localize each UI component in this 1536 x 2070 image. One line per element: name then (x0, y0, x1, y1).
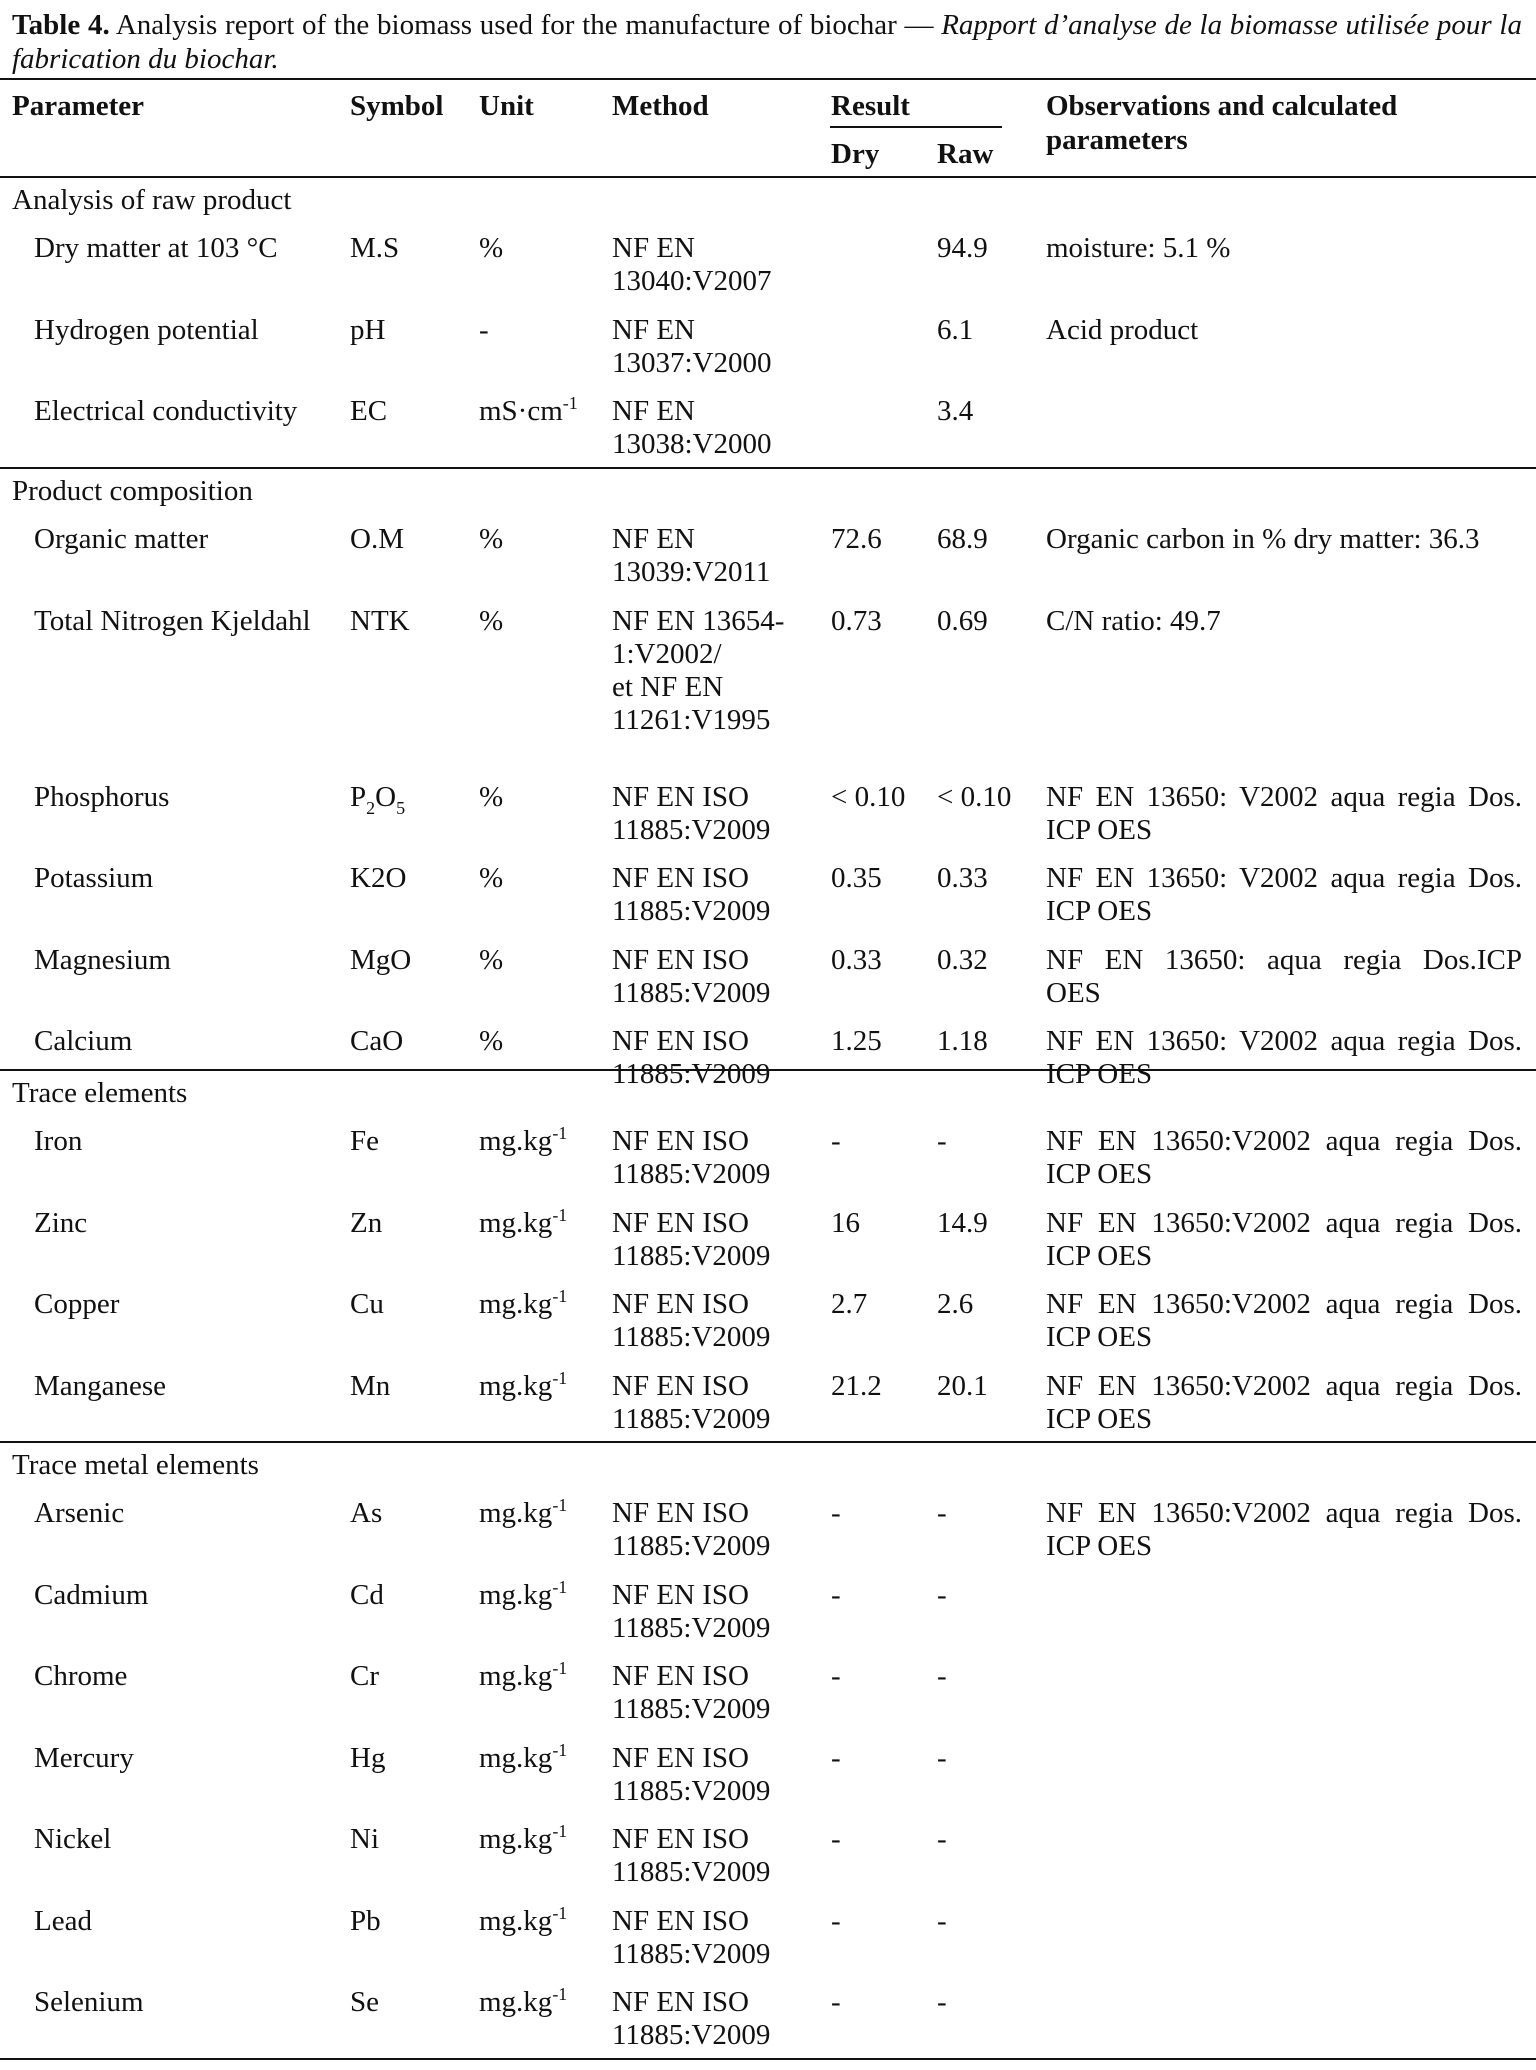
cell-observation-line: C/N ratio: 49.7 (1046, 604, 1221, 637)
cell-parameter: Mercury (34, 1741, 134, 1774)
section-title: Trace metal elements (12, 1449, 259, 1481)
cell-symbol: Cu (350, 1288, 384, 1320)
table-caption (12, 8, 1522, 76)
unit-base: mg.kg (479, 1660, 553, 1692)
cell-raw: - (937, 1986, 947, 2018)
cell-observation-line: NF EN 13650: V2002 aqua regia Dos. (1046, 862, 1522, 894)
cell-observation-line: NF EN 13650: V2002 aqua regia Dos. (1046, 780, 1522, 813)
cell-method-line: NF EN ISO (612, 1578, 749, 1611)
section-rule (0, 1441, 1536, 1443)
cell-observation-line: ICP OES (1046, 1530, 1153, 1562)
table-top-rule (0, 78, 1536, 80)
cell-raw: - (937, 1497, 947, 1529)
cell-symbol: M.S (350, 232, 400, 264)
cell-observation-line: ICP OES (1046, 1321, 1153, 1353)
cell-method-line: 11885:V2009 (612, 1158, 771, 1190)
cell-method-line: NF EN ISO (612, 1206, 749, 1239)
cell-symbol: K2O (350, 862, 407, 894)
cell-method-line: 11885:V2009 (612, 1402, 771, 1435)
section-title: Trace elements (12, 1077, 188, 1109)
cell-method-line: 11885:V2009 (612, 1693, 771, 1725)
cell-parameter: Copper (34, 1288, 120, 1320)
cell-unit (479, 1902, 568, 1938)
cell-observation-line: ICP OES (1046, 895, 1153, 927)
cell-method-line: 11885:V2009 (612, 1937, 771, 1970)
cell-symbol: Se (350, 1986, 379, 2018)
cell-observation-line: ICP OES (1046, 1158, 1153, 1190)
unit-base: mg.kg (479, 1288, 553, 1320)
cell-method-line: 13038:V2000 (612, 428, 772, 460)
cell-unit: % (479, 232, 504, 264)
caption-french: Rapport d’analyse de la biomasse utilisée pour la fabrication du biochar. (12, 9, 1522, 75)
cell-method-line: 11885:V2009 (612, 1530, 771, 1562)
cell-raw: - (937, 1904, 947, 1937)
cell-symbol: CaO (350, 1025, 404, 1057)
cell-observation-line: Organic carbon in % dry matter: 36.3 (1046, 523, 1480, 555)
table-bottom-rule (0, 2058, 1536, 2060)
cell-unit: % (479, 1025, 504, 1057)
cell-method-line: 11885:V2009 (612, 1321, 771, 1353)
cell-symbol: Mn (350, 1369, 391, 1402)
cell-method-line: 11885:V2009 (612, 976, 771, 1009)
cell-unit: % (479, 943, 504, 976)
cell-dry: - (831, 1125, 841, 1157)
cell-symbol: NTK (350, 604, 410, 637)
section-title: Product composition (12, 475, 253, 507)
cell-method-line: NF EN (612, 523, 695, 555)
unit-superscript: -1 (552, 1739, 568, 1760)
cell-method-line: NF EN 13654- (612, 604, 785, 637)
cell-unit (479, 1576, 568, 1612)
cell-parameter: Magnesium (34, 943, 171, 976)
cell-method-line: et NF EN (612, 670, 724, 703)
cell-method-line: NF EN ISO (612, 1125, 749, 1157)
cell-parameter: Calcium (34, 1025, 133, 1057)
cell-method-line: 13040:V2007 (612, 265, 772, 297)
cell-method-line: NF EN ISO (612, 1025, 749, 1057)
cell-method-line: 11885:V2009 (612, 895, 771, 927)
cell-method-line: 11885:V2009 (612, 1774, 771, 1807)
cell-raw: - (937, 1660, 947, 1692)
cell-method-line: NF EN ISO (612, 1660, 749, 1692)
cell-observation-line: ICP OES (1046, 1402, 1153, 1435)
cell-dry: 72.6 (831, 523, 882, 555)
cell-unit: % (479, 523, 504, 555)
cell-method-line: 11885:V2009 (612, 1856, 771, 1888)
header-result: Result (831, 90, 910, 122)
cell-unit (479, 1367, 568, 1403)
unit-superscript: -1 (552, 1286, 568, 1306)
cell-symbol: pH (350, 313, 386, 346)
cell-symbol: Pb (350, 1904, 381, 1937)
cell-method-line: NF EN (612, 395, 695, 427)
cell-method-line: NF EN ISO (612, 1288, 749, 1320)
cell-raw: 3.4 (937, 395, 974, 427)
cell-observation-line: NF EN 13650:V2002 aqua regia Dos. (1046, 1206, 1522, 1239)
cell-unit (479, 1204, 568, 1240)
cell-parameter: Chrome (34, 1660, 128, 1692)
cell-observation-line: NF EN 13650: aqua regia Dos.ICP (1046, 943, 1522, 976)
cell-method-line: 11885:V2009 (612, 2019, 771, 2051)
cell-symbol: Zn (350, 1206, 383, 1239)
cell-parameter: Cadmium (34, 1578, 149, 1611)
header-bottom-rule (0, 176, 1536, 178)
header-method: Method (612, 90, 709, 122)
cell-dry: 0.73 (831, 604, 882, 637)
symbol-base: P (350, 780, 367, 813)
cell-method-line: 13039:V2011 (612, 556, 771, 588)
cell-parameter: Arsenic (34, 1497, 125, 1529)
cell-dry: 21.2 (831, 1369, 882, 1402)
cell-observation-line: NF EN 13650:V2002 aqua regia Dos. (1046, 1288, 1522, 1320)
cell-method-line: NF EN ISO (612, 1369, 749, 1402)
cell-method-line: NF EN ISO (612, 1497, 749, 1529)
cell-observation-line: NF EN 13650:V2002 aqua regia Dos. (1046, 1497, 1522, 1529)
header-symbol: Symbol (350, 90, 444, 122)
unit-base: mg.kg (479, 1986, 553, 2018)
symbol-subscript: 5 (396, 797, 406, 818)
unit-superscript: -1 (552, 1367, 568, 1388)
cell-observation-line: OES (1046, 976, 1101, 1009)
header-observations-2: parameters (1046, 124, 1188, 156)
unit-superscript: -1 (552, 1204, 568, 1225)
unit-base: mS·cm (479, 395, 563, 427)
cell-symbol: O.M (350, 523, 404, 555)
cell-parameter: Organic matter (34, 523, 209, 555)
cell-dry: - (831, 1660, 841, 1692)
cell-observation-line: moisture: 5.1 % (1046, 232, 1231, 264)
cell-unit (479, 1497, 567, 1530)
cell-observation-line: ICP OES (1046, 1058, 1153, 1090)
unit-superscript: -1 (562, 393, 578, 413)
cell-method-line: 11885:V2009 (612, 813, 771, 846)
cell-raw: 1.18 (937, 1025, 988, 1057)
cell-dry: - (831, 1578, 841, 1611)
unit-superscript: -1 (552, 1495, 568, 1515)
cell-observation-line: Acid product (1046, 313, 1199, 346)
cell-dry: - (831, 1741, 841, 1774)
cell-symbol: Ni (350, 1823, 379, 1855)
section-rule (0, 467, 1536, 469)
cell-symbol: Fe (350, 1125, 379, 1157)
cell-symbol: EC (350, 395, 388, 427)
cell-dry: - (831, 1986, 841, 2018)
cell-method-line: NF EN ISO (612, 943, 749, 976)
cell-dry: 2.7 (831, 1288, 868, 1320)
cell-raw: 0.69 (937, 604, 988, 637)
cell-dry: 0.35 (831, 862, 882, 894)
cell-method-line: NF EN ISO (612, 1823, 749, 1855)
cell-parameter: Potassium (34, 862, 154, 894)
cell-unit: - (479, 313, 489, 346)
unit-superscript: -1 (552, 1576, 568, 1597)
cell-method-line: NF EN ISO (612, 1741, 749, 1774)
cell-dry: 1.25 (831, 1025, 882, 1057)
cell-dry: 0.33 (831, 943, 882, 976)
cell-dry: < 0.10 (831, 780, 906, 813)
cell-unit (479, 1125, 567, 1158)
cell-unit: % (479, 780, 504, 813)
cell-dry: 16 (831, 1206, 860, 1239)
cell-symbol: As (350, 1497, 383, 1529)
cell-raw: 6.1 (937, 313, 974, 346)
cell-method-line: 1:V2002/ (612, 637, 722, 670)
cell-unit (479, 1660, 567, 1693)
cell-parameter: Electrical conductivity (34, 395, 298, 427)
cell-symbol: MgO (350, 943, 412, 976)
unit-base: mg.kg (479, 1904, 553, 1937)
cell-raw: - (937, 1741, 947, 1774)
cell-parameter: Dry matter at 103 °C (34, 232, 278, 264)
cell-symbol: Hg (350, 1741, 386, 1774)
cell-method-line: NF EN ISO (612, 862, 749, 894)
cell-unit (479, 1986, 567, 2019)
header-parameter: Parameter (12, 90, 145, 122)
header-dry: Dry (831, 138, 880, 170)
caption-label: Table 4. (12, 9, 110, 41)
cell-dry: - (831, 1823, 841, 1855)
cell-method-line: NF EN (612, 232, 695, 264)
unit-superscript: -1 (552, 1984, 568, 2004)
cell-observation-line: ICP OES (1046, 1239, 1153, 1272)
cell-method-line: 13037:V2000 (612, 346, 772, 379)
unit-base: mg.kg (479, 1125, 553, 1157)
cell-raw: - (937, 1823, 947, 1855)
cell-observation-line: ICP OES (1046, 813, 1153, 846)
cell-method-line: NF EN ISO (612, 1986, 749, 2018)
header-unit: Unit (479, 90, 534, 122)
cell-method-line: 11885:V2009 (612, 1058, 771, 1090)
cell-raw: 68.9 (937, 523, 988, 555)
cell-symbol: Cd (350, 1578, 384, 1611)
cell-method-line: NF EN ISO (612, 1904, 749, 1937)
caption-english: Analysis report of the biomass used for the manufacture of biochar — (115, 9, 934, 41)
cell-parameter: Phosphorus (34, 780, 170, 813)
cell-symbol (350, 780, 406, 818)
unit-superscript: -1 (552, 1123, 568, 1143)
cell-raw: 20.1 (937, 1369, 988, 1402)
cell-raw: - (937, 1578, 947, 1611)
section-title: Analysis of raw product (12, 184, 292, 216)
cell-parameter: Zinc (34, 1206, 88, 1239)
cell-parameter: Manganese (34, 1369, 167, 1402)
cell-parameter: Lead (34, 1904, 92, 1937)
cell-unit (479, 1288, 567, 1321)
cell-parameter: Nickel (34, 1823, 112, 1855)
cell-observation-line: NF EN 13650: V2002 aqua regia Dos. (1046, 1025, 1522, 1057)
cell-unit (479, 1823, 567, 1856)
cell-method-line: NF EN ISO (612, 780, 749, 813)
cell-observation-line: NF EN 13650:V2002 aqua regia Dos. (1046, 1369, 1522, 1402)
cell-unit: % (479, 604, 504, 637)
cell-parameter: Selenium (34, 1986, 144, 2018)
unit-base: mg.kg (479, 1741, 553, 1774)
cell-unit: % (479, 862, 504, 894)
section-rule (0, 1069, 1536, 1071)
cell-dry: - (831, 1497, 841, 1529)
cell-method-line: 11885:V2009 (612, 1239, 771, 1272)
unit-base: mg.kg (479, 1206, 553, 1239)
symbol-subscript: 2 (366, 797, 376, 818)
cell-method-line: NF EN (612, 313, 695, 346)
cell-parameter: Iron (34, 1125, 83, 1157)
unit-base: mg.kg (479, 1578, 553, 1611)
cell-symbol: Cr (350, 1660, 379, 1692)
header-observations-1: Observations and calculated (1046, 90, 1398, 122)
unit-superscript: -1 (552, 1658, 568, 1678)
cell-method-line: 11885:V2009 (612, 1611, 771, 1644)
cell-raw: < 0.10 (937, 780, 1012, 813)
unit-base: mg.kg (479, 1823, 553, 1855)
cell-dry: - (831, 1904, 841, 1937)
cell-raw: 94.9 (937, 232, 988, 264)
cell-raw: 0.33 (937, 862, 988, 894)
unit-superscript: -1 (552, 1821, 568, 1841)
cell-raw: - (937, 1125, 947, 1157)
cell-raw: 2.6 (937, 1288, 974, 1320)
unit-base: mg.kg (479, 1369, 553, 1402)
symbol-mid: O (375, 780, 397, 813)
cell-unit (479, 1739, 568, 1775)
cell-observation-line: NF EN 13650:V2002 aqua regia Dos. (1046, 1125, 1522, 1157)
cell-raw: 14.9 (937, 1206, 988, 1239)
cell-raw: 0.32 (937, 943, 988, 976)
cell-unit (479, 395, 578, 428)
cell-parameter: Hydrogen potential (34, 313, 259, 346)
unit-base: mg.kg (479, 1497, 553, 1529)
cell-parameter: Total Nitrogen Kjeldahl (34, 604, 311, 637)
cell-method-line: 11261:V1995 (612, 703, 771, 736)
header-raw: Raw (937, 138, 994, 170)
result-underline (830, 126, 1002, 128)
unit-superscript: -1 (552, 1902, 568, 1923)
